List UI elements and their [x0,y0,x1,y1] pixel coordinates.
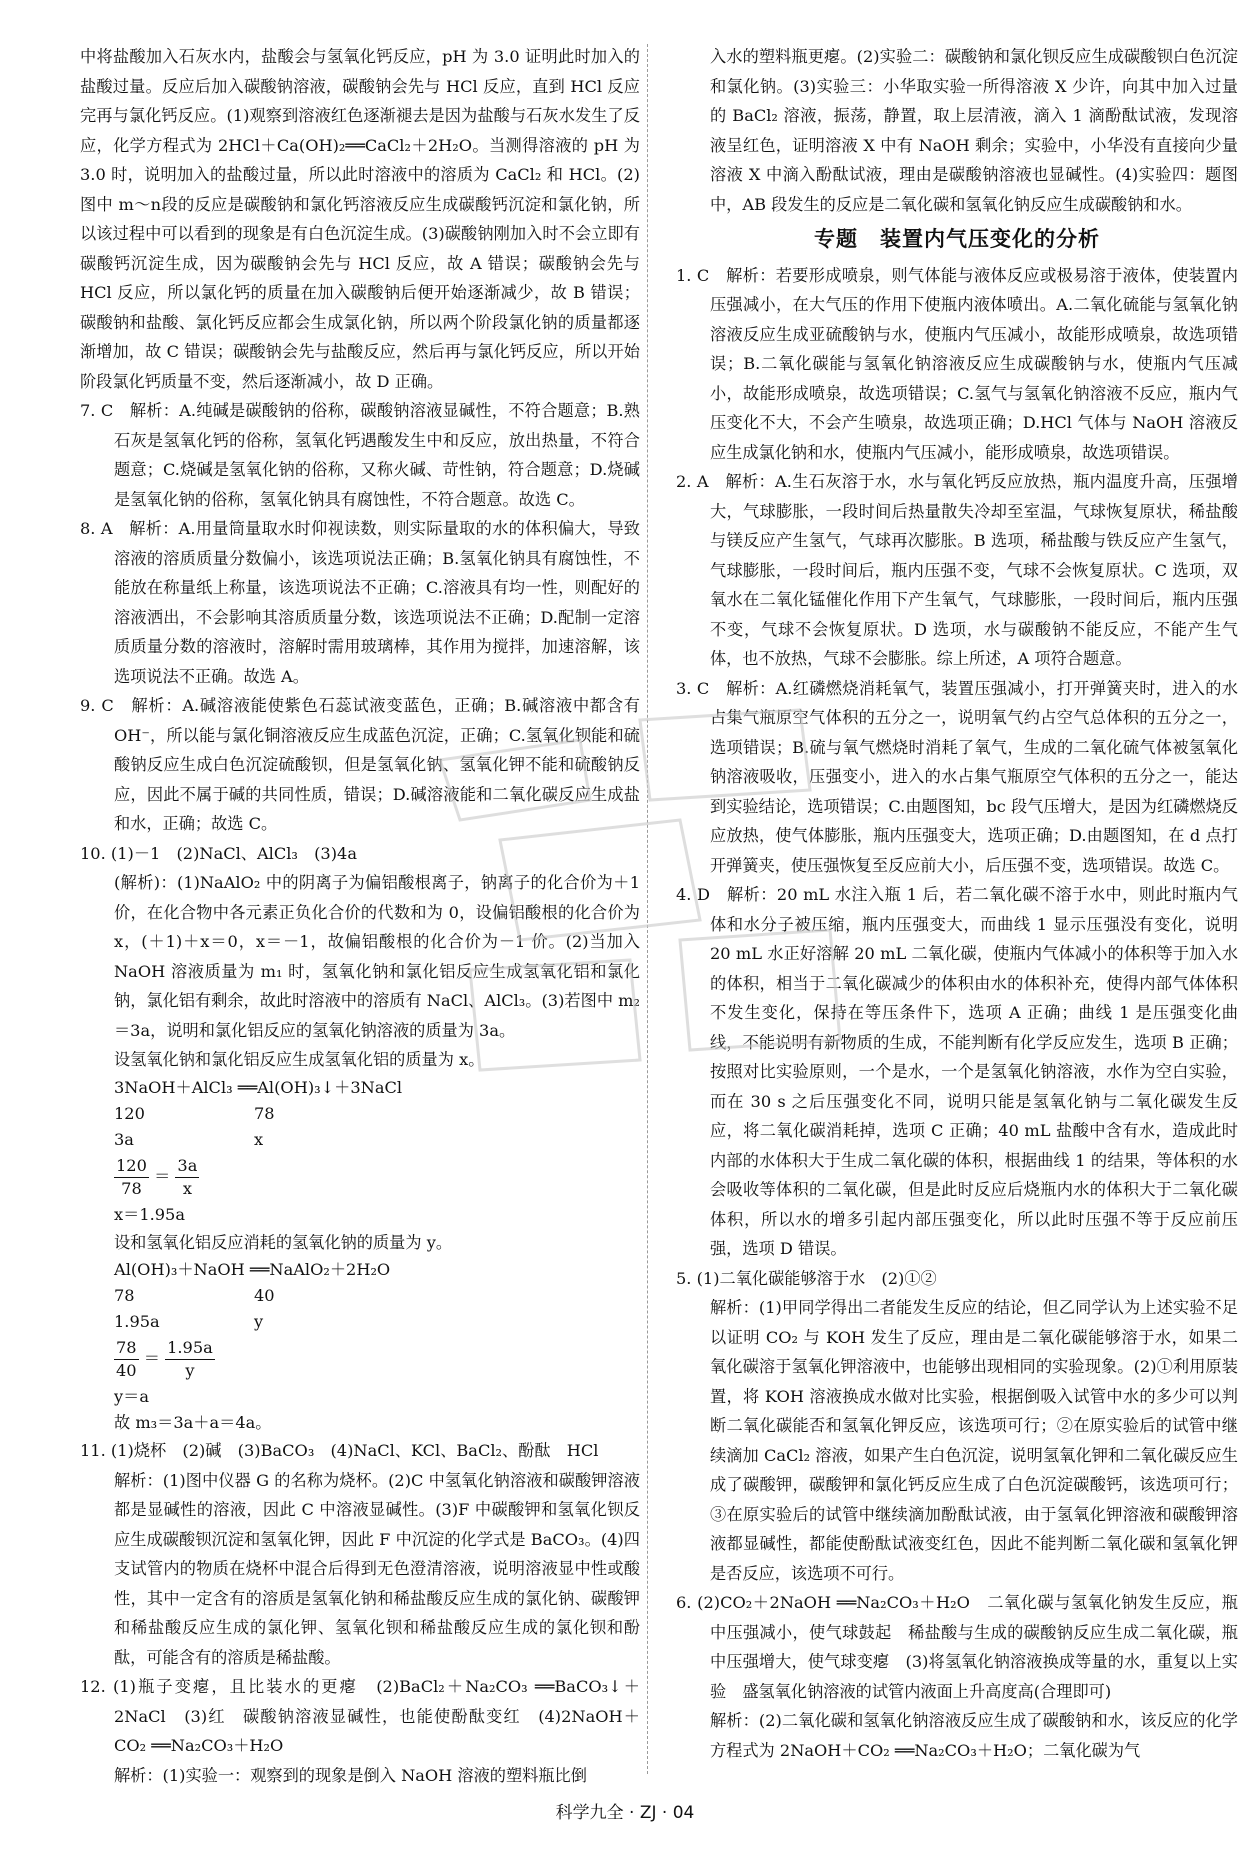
calculation-2 [80,1257,640,1436]
eq2-known: 1.95a [114,1312,160,1331]
equation-1: 3NaOH＋AlCl₃ ══Al(OH)₃↓＋3NaCl [114,1077,403,1097]
page-footer: 科学九全 · ZJ · 04 [555,1803,695,1823]
eq2-final: 故 m₃＝3a＋a＝4a。 [114,1413,272,1432]
answer-7: 7. C 解析：A.纯碱是碳酸钠的俗称，碳酸钠溶液显碱性，不符合题意；B.熟石灰是氢氧化钙的俗称，氢氧化钙遇酸发生中和反应，放出热量，不符合题意；C.烧碱是氢氧化钠的俗称，又称火碱、苛性钠，符合题意；D.烧碱是氢氧化钠的俗称，氢氧化钠具有腐蚀性，不符合题意。故选 C。 [80,401,640,509]
answer-10-setup-x: 设氢氧化钠和氯化铝反应生成氢氧化铝的质量为 x。 [114,1050,485,1069]
column-divider [647,44,648,1774]
eq2-mass-2: 40 [254,1286,275,1305]
eq2-result: y＝a [114,1387,149,1406]
frac-num: 120 [114,1155,149,1178]
answer-8: 8. A 解析：A.用量筒量取水时仰视读数，则实际量取的水的体积偏大，导致溶液的溶质质量分数偏小，该选项说法正确；B.氢氧化钠具有腐蚀性，不能放在称量纸上称量，该选项说法不正确；C.溶液具有均一性，则配好的溶液洒出，不会影响其溶质质量分数，该选项说法不正确；D.配制一定溶质质量分数的溶液时，溶解时需用玻璃棒，其作用为搅拌，加速溶解，该选项说法不正确。故选 A。 [80,519,640,686]
answer-11: 11. (1)烧杯 (2)碱 (3)BaCO₃ (4)NaCl、KCl、BaCl₂、酚酞 HCl [80,1441,599,1460]
topic-answer-5-explanation: 解析：(1)甲同学得出二者能发生反应的结论，但乙同学认为上述实验不足以证明 CO₂ 与 KOH 发生了反应，理由是二氧化碳能够溶于水，如果二氧化碳溶于氢氧化钾溶液中，也能够出现相同的实验现象。(2)①利用原装置，将 KOH 溶液换成水做对比实验，根据倒吸入试管中水的多少可以判断二氧化碳能否和氢氧化钾反应，该选项可行；②在原实验后的试管中继续滴加 CaCl₂ 溶液，如果产生白色沉淀，说明氢氧化钾和二氧化碳反应生成了碳酸钾，碳酸钾和氯化钙反应生成了白色沉淀碳酸钙，该选项可行；③在原实验后的试管中继续滴加酚酞试液，由于氢氧化钾溶液和碳酸钾溶液都显碱性，都能使酚酞试液变红色，因此不能判断二氧化碳和氢氧化钾是否反应，该选项不可行。 [710,1298,1238,1583]
answer-12-explanation: 解析：(1)实验一：观察到的现象是倒入 NaOH 溶液的塑料瓶比倒 [114,1765,587,1785]
left-column [80,42,640,1790]
frac-num: 78 [114,1337,139,1360]
topic-answer-1: 1. C 解析：若要形成喷泉，则气体能与液体反应或极易溶于液体，使装置内压强减小，在大气压的作用下使瓶内液体喷出。A.二氧化硫能与氢氧化钠溶液反应生成亚硫酸钠与水，使瓶内气压减小，故能形成喷泉，故选项错误；B.二氧化碳能与氢氧化钠溶液反应生成碳酸钠与水，使瓶内气压减小，故能形成喷泉，故选项错误；C.氢气与氢氧化钠溶液不反应，瓶内气压变化不大，不会产生喷泉，故选项正确；D.HCl 气体与 NaOH 溶液反应生成氯化钠和水，使瓶内气压减小，能形成喷泉，故选项错误。 [676,265,1238,462]
eq2-proportion: $\frac{78}{40}$ ＝ $\frac{1.95a}{y}$ [116,1338,213,1380]
answer-11-explanation: 解析：(1)图中仪器 G 的名称为烧杯。(2)C 中氢氧化钠溶液和碳酸钾溶液都是显碱性的溶液，因此 C 中溶液显碱性。(3)F 中碳酸钾和氢氧化钡反应生成碳酸钡沉淀和氢氧化钾，因此 F 中沉淀的化学式是 BaCO₃。(4)四支试管内的物质在烧杯中混合后得到无色澄清溶液，说明溶液显中性或酸性，其中一定含有的溶质是氢氧化钠和稀盐酸反应生成的氯化钠、碳酸钾和稀盐酸反应生成的氯化钾、氢氧化钡和稀盐酸反应生成的氯化钡和酚酞，可能含有的溶质是稀盐酸。 [114,1470,640,1667]
eq1-unknown: x [254,1129,264,1149]
answer-10: 10. (1)－1 (2)NaCl、AlCl₃ (3)4a [80,843,357,863]
eq2-mass-1: 78 [114,1286,135,1305]
eq1-known: 3a [114,1129,134,1149]
eq1-mass-2: 78 [254,1103,275,1123]
topic-answer-5: 5. (1)二氧化碳能够溶于水 (2)①② [676,1268,937,1288]
frac-num: 3a [175,1155,199,1178]
section-title: 专题 装置内气压变化的分析 [814,227,1100,251]
frac-den: 40 [116,1361,137,1380]
intro-paragraph: 中将盐酸加入石灰水内，盐酸会与氢氧化钙反应，pH 为 3.0 证明此时加入的盐酸过量。反应后加入碳酸钠溶液，碳酸钠会先与 HCl 反应，直到 HCl 反应完再与氯化钙反应。(1)观察到溶液红色逐渐褪去是因为盐酸与石灰水发生了反应，化学方程式为 2HCl＋Ca(OH)₂══CaCl₂＋2H₂O。当测得溶液的 pH 为 3.0 时，说明加入的盐酸过量，所以此时溶液中的溶质为 CaCl₂ 和 HCl。(2)图中 m～n段的反应是碳酸钠和氯化钙溶液反应生成碳酸钙沉淀和氯化钠，所以该过程中可以看到的现象是有白色沉淀生成。(3)碳酸钠刚加入时不会立即有碳酸钙沉淀生成，因为碳酸钠会先与 HCl 反应，故 A 错误；碳酸钠会先与 HCl 反应，所以氯化钙的质量在加入碳酸钠后便开始逐渐减少，故 B 错误；碳酸钠和盐酸、氯化钙反应都会生成氯化钠，所以两个阶段氯化钠的质量都逐渐增加，故 C 错误；碳酸钠会先与盐酸反应，然后再与氯化钙反应，所以开始阶段氯化钙质量不变，然后逐渐减小，故 D 正确。 [80,47,640,391]
frac-den: x [182,1178,192,1198]
calculation-1 [80,1075,640,1228]
topic-answer-6: 6. (2)CO₂＋2NaOH ══Na₂CO₃＋H₂O 二氧化碳与氢氧化钠发生反应，瓶中压强减小，使气球鼓起 稀盐酸与生成的碳酸钠反应生成二氧化碳，瓶中压强增大，使气球变瘪 (3)将氢氧化钠溶液换成等量的水，重复以上实验 盛氢氧化钠溶液的试管内液面上升高度高(合理即可) [676,1593,1238,1701]
frac-num: 1.95a [165,1337,215,1360]
eq1-proportion: $\frac{120}{78}$ ＝ $\frac{3a}{x}$ [116,1155,198,1198]
answer-10-explanation: (解析)：(1)NaAlO₂ 中的阴离子为偏铝酸根离子，钠离子的化合价为＋1 价，在化合物中各元素正负化合价的代数和为 0，设偏铝酸根的化合价为 x，(＋1)＋x＝0，x＝－1，故偏铝酸根的化合价为－1 价。(2)当加入 NaOH 溶液质量为 m₁ 时，氢氧化钠和氯化铝反应生成氢氧化铝和氯化钠，氯化铝有剩余，故此时溶液中的溶质有 NaCl、AlCl₃。(3)若图中 m₂＝3a，说明和氯化铝反应的氢氧化钠溶液的质量为 3a。 [114,873,640,1040]
frac-den: 78 [121,1178,142,1198]
topic-answer-4: 4. D 解析：20 mL 水注入瓶 1 后，若二氧化碳不溶于水中，则此时瓶内气体和水分子被压缩，瓶内压强变大，而曲线 1 显示压强没有变化，说明 20 mL 水正好溶解 20 mL 二氧化碳，使瓶内气体减小的体积等于加入水的体积，相当于二氧化碳减少的体积由水的体积补充，使得内部气体体积不发生变化，保持在等压条件下，选项 A 正确；曲线 1 是压强变化曲线，不能说明有新物质的生成，不能判断有化学反应发生，选项 B 正确；按照对比实验原则，一个是水，一个是氢氧化钠溶液，水作为空白实验，而在 30 s 之后压强变化不同，说明只能是氢氧化钠与二氧化碳发生反应，将二氧化碳消耗掉，选项 C 正确；40 mL 盐酸中含有水，造成此时内部的水体积大于生成二氧化碳的体积，根据曲线 1 的结果，等体积的水会吸收等体积的二氧化碳，但是此时反应后烧瓶内水的体积大于二氧化碳体积，所以水的增多引起内部压强变化，所以此时压强不等于反应前压强，选项 D 错误。 [676,885,1238,1258]
topic-answer-3: 3. C 解析：A.红磷燃烧消耗氧气，装置压强减小，打开弹簧夹时，进入的水占集气瓶原空气体积的五分之一，说明氧气约占空气总体积的五分之一，选项错误；B.硫与氧气燃烧时消耗了氧气，生成的二氧化硫气体被氢氧化钠溶液吸收，压强变小，进入的水占集气瓶原空气体积的五分之一，能达到实验结论，选项错误；C.由题图知，bc 段气压增大，是因为红磷燃烧反应放热，使气体膨胀，瓶内压强变大，选项正确；D.由题图知，在 d 点打开弹簧夹，使压强恢复至反应前大小，后压强不变，选项错误。故选 C。 [676,678,1238,875]
answer-9: 9. C 解析：A.碱溶液能使紫色石蕊试液变蓝色，正确；B.碱溶液中都含有 OH⁻，所以能与氯化铜溶液反应生成蓝色沉淀，正确；C.氢氧化钡能和硫酸钠反应生成白色沉淀硫酸钡，但是氢氧化钠、氢氧化钾不能和硫酸钠反应，因此不属于碱的共同性质，错误；D.碱溶液能和二氧化碳反应生成盐和水，正确；故选 C。 [80,696,640,833]
right-column [676,42,1238,1765]
frac-den: y [185,1361,195,1380]
equation-2: Al(OH)₃＋NaOH ══NaAlO₂＋2H₂O [114,1260,391,1279]
answer-12: 12. (1)瓶子变瘪，且比装水的更瘪 (2)BaCl₂＋Na₂CO₃ ══BaCO₃↓＋2NaCl (3)红 碳酸钠溶液显碱性，也能使酚酞变红 (4)2NaOH＋CO₂ ══Na₂CO₃＋H₂O [80,1677,640,1755]
eq2-unknown: y [254,1312,264,1331]
topic-answer-2: 2. A 解析：A.生石灰溶于水，水与氧化钙反应放热，瓶内温度升高，压强增大，气球膨胀，一段时间后热量散失冷却至室温，气球恢复原状，稀盐酸与镁反应产生氢气，气球再次膨胀。B 选项，稀盐酸与铁反应产生氢气，气球膨胀，一段时间后，瓶内压强不变，气球不会恢复原状。C 选项，双氧水在二氧化锰催化作用下产生氧气，气球膨胀，一段时间后，瓶内压强不变，气球不会恢复原状。D 选项，水与碳酸钠不能反应，不能产生气体，也不放热，气球不会膨胀。综上所述，A 项符合题意。 [676,472,1238,668]
topic-answer-6-explanation: 解析：(2)二氧化碳和氢氧化钠溶液反应生成了碳酸钠和水，该反应的化学方程式为 2NaOH＋CO₂ ══Na₂CO₃＋H₂O；二氧化碳为气 [710,1711,1238,1760]
answer-10-setup-y: 设和氢氧化铝反应消耗的氢氧化钠的质量为 y。 [114,1232,453,1252]
eq1-result: x＝1.95a [114,1204,186,1224]
eq1-mass-1: 120 [114,1103,145,1123]
answer-12-continued: 入水的塑料瓶更瘪。(2)实验二：碳酸钠和氯化钡反应生成碳酸钡白色沉淀和氯化钠。(3)实验三：小华取实验一所得溶液 X 少许，向其中加入过量的 BaCl₂ 溶液，振荡，静置，取上层清液，滴入 1 滴酚酞试液，发现溶液呈红色，证明溶液 X 中有 NaOH 剩余；实验中，小华没有直接向少量溶液 X 中滴入酚酞试液，理由是碳酸钠溶液也显碱性。(4)实验四：题图中，AB 段发生的反应是二氧化碳和氢氧化钠反应生成碳酸钠和水。 [710,47,1238,214]
